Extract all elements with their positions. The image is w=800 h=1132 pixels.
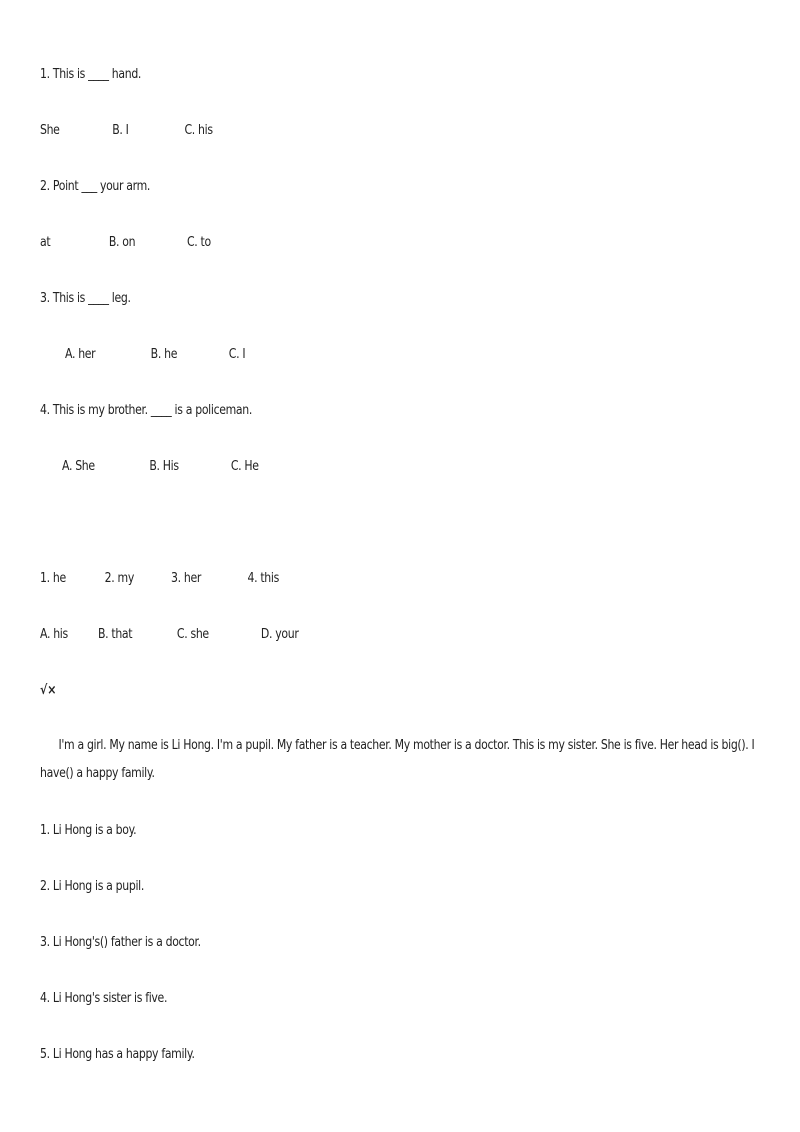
- statement-2: 2. Li Hong is a pupil.: [40, 879, 144, 894]
- option: She: [40, 123, 60, 138]
- option: C. He: [230, 459, 259, 474]
- statement-1: 1. Li Hong is a boy.: [40, 823, 137, 838]
- option: B. on: [108, 235, 136, 250]
- option: at: [40, 235, 51, 250]
- question-1-stem: 1. This is ____ hand.: [40, 67, 142, 82]
- option: A. She: [62, 459, 95, 474]
- question-3-options: [65, 346, 245, 364]
- match-item: 4. this: [247, 571, 279, 586]
- match-item: A. his: [40, 627, 68, 642]
- match-item: 1. he: [40, 571, 66, 586]
- statement-3: 3. Li Hong's() father is a doctor.: [40, 935, 201, 950]
- match-item: C. she: [176, 627, 209, 642]
- match-item: D. your: [260, 627, 299, 642]
- section-3-heading: √×: [40, 683, 57, 698]
- match-item: 2. my: [104, 571, 135, 586]
- reading-passage-text: I'm a girl. My name is Li Hong. I'm a pupil. My father is a teacher. My mother is a doctor. This is my sister. She is five. Her head is big(). I have() a happy family.: [40, 738, 755, 781]
- match-item: 3. her: [171, 571, 202, 586]
- option: B. I: [112, 123, 129, 138]
- option: B. he: [150, 347, 178, 362]
- option: C. I: [228, 347, 246, 362]
- question-4-stem: 4. This is my brother. ____ is a policeman.: [40, 403, 253, 418]
- question-1-options: [40, 122, 213, 140]
- statement-4: 4. Li Hong's sister is five.: [40, 991, 168, 1006]
- statement-5: 5. Li Hong has a happy family.: [40, 1047, 195, 1062]
- question-4-options: [62, 458, 259, 476]
- option: C. to: [187, 235, 211, 250]
- match-item: B. that: [97, 627, 133, 642]
- match-column-1: [40, 570, 279, 588]
- option: B. His: [149, 459, 179, 474]
- reading-passage: [40, 732, 760, 788]
- option: A. her: [65, 347, 96, 362]
- option: C. his: [184, 123, 213, 138]
- question-2-options: [40, 234, 211, 252]
- question-2-stem: 2. Point ___ your arm.: [40, 179, 151, 194]
- question-3-stem: 3. This is ____ leg.: [40, 291, 131, 306]
- match-column-2: [40, 626, 298, 644]
